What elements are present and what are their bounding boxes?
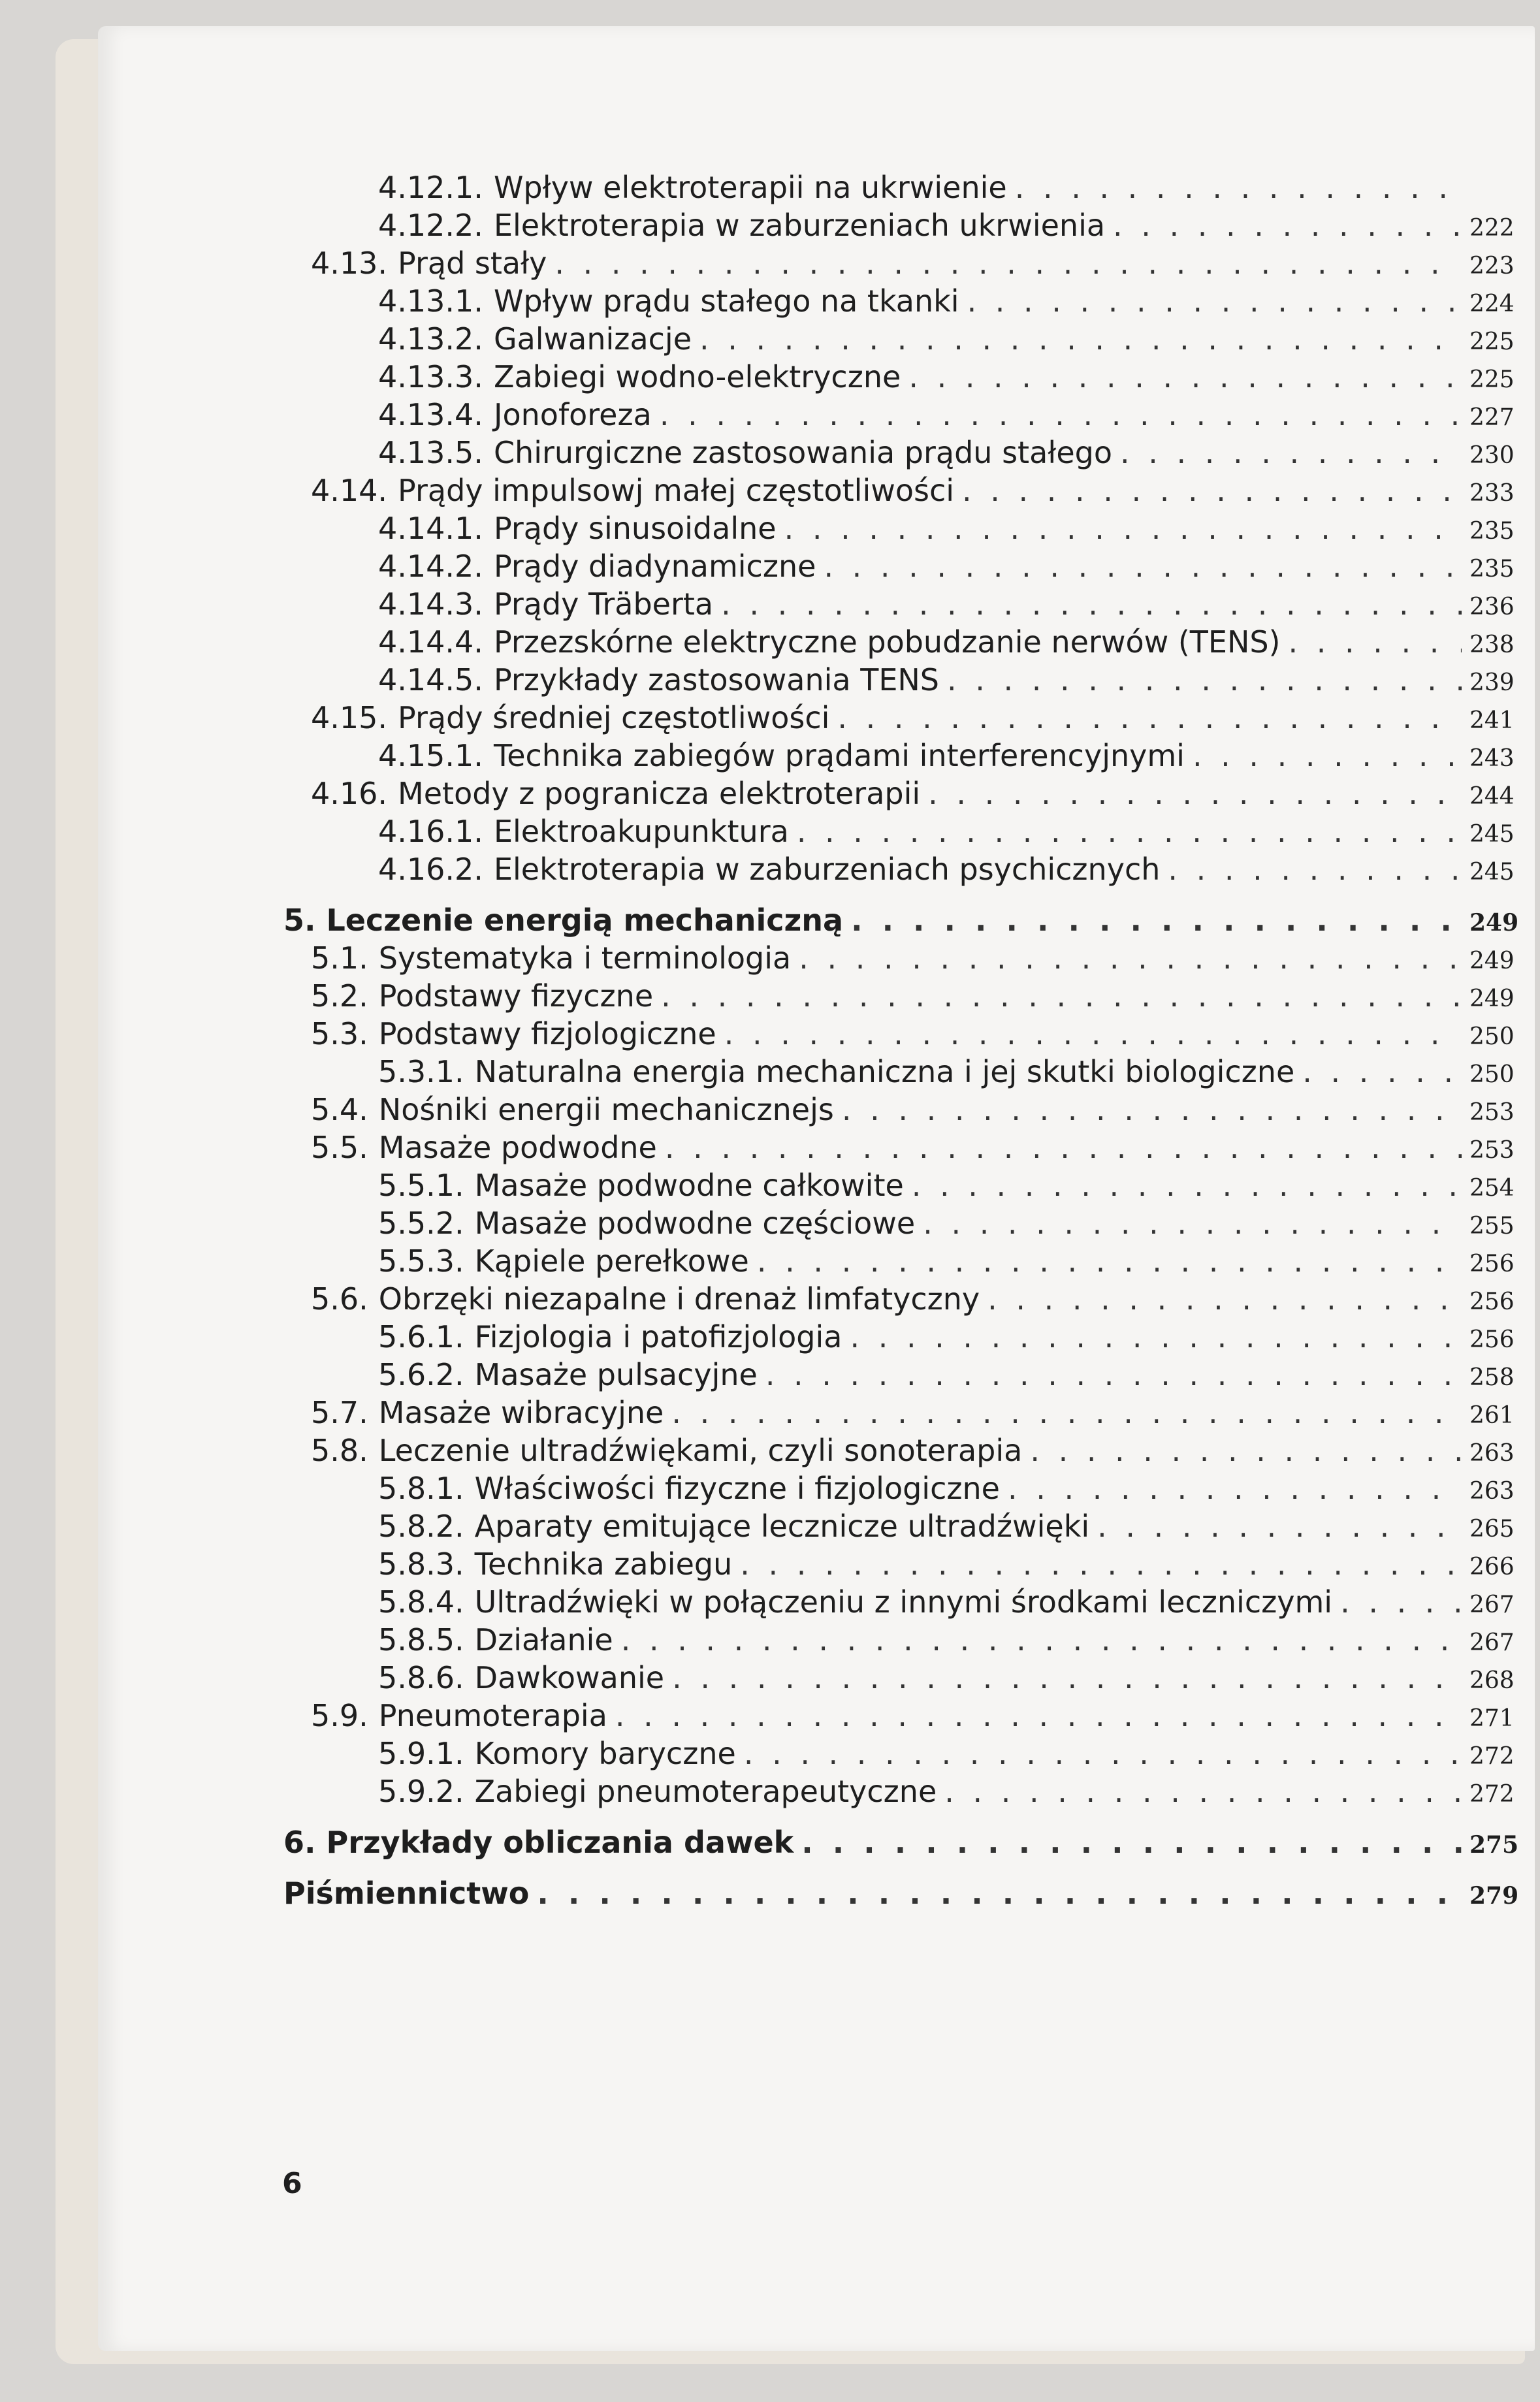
toc-entry [283,1823,1519,1861]
toc-entry-title: Technika zabiegu [474,1546,733,1582]
toc-entry-page: 225 [1469,366,1515,393]
toc-entry-number: 4.13.4. [378,397,483,432]
toc-entry-number: 5.9.2. [378,1774,464,1809]
toc-entry-title: Przezskórne elektryczne pobudzanie nerwów (TENS) [493,624,1281,660]
toc-entry-number: 6. [283,1825,316,1860]
toc-leader-dots [1193,737,1462,775]
toc-entry [283,396,1515,434]
toc-leader-dots [824,547,1462,585]
toc-leader-dots [850,1318,1462,1356]
toc-entry-number: 5.6. [311,1281,368,1317]
section-spacer [283,1810,1511,1823]
toc-entry-number: 5.5.2. [378,1206,464,1241]
toc-entry [283,206,1515,244]
toc-entry-page: 238 [1469,632,1515,658]
toc-entry-page: 266 [1469,1554,1515,1580]
toc-entry-title: Przykłady obliczania dawek [326,1825,794,1860]
toc-entry-page: 279 [1469,1882,1519,1910]
toc-entry-number: 4.14.3. [378,586,483,622]
toc-entry [283,977,1515,1015]
toc-entry-page: 236 [1469,594,1515,620]
toc-entry-page: 253 [1469,1099,1515,1126]
toc-entry-title: Kąpiele perełkowe [474,1243,749,1279]
toc-entry-number: 5.6.1. [378,1319,464,1354]
toc-entry [283,1356,1515,1394]
toc-entry-title: Galwanizacje [493,321,692,357]
toc-entry-title: Masaże podwodne częściowe [474,1206,916,1241]
toc-entry [283,509,1515,547]
toc-leader-dots [947,661,1462,699]
toc-entry-title: Właściwości fizyczne i fizjologiczne [474,1471,1000,1506]
toc-entry-title: Elektroterapia w zaburzeniach psychicznych [493,852,1161,887]
toc-entry [283,1697,1515,1735]
toc-leader-dots [615,1697,1462,1735]
toc-entry-page: 256 [1469,1251,1515,1277]
toc-entry-number: 4.13. [311,246,388,281]
toc-entry-number: 5.8.3. [378,1546,464,1582]
toc-entry-title: Leczenie energią mechaniczną [326,903,844,938]
toc-entry [283,244,1515,282]
toc-entry-number: 4.13.5. [378,435,483,470]
toc-leader-dots [837,699,1462,737]
toc-leader-dots [801,1823,1462,1861]
toc-entry-page: 268 [1469,1667,1515,1694]
toc-entry-title: Chirurgiczne zastosowania prądu stałego [493,435,1112,470]
toc-entry-number: 4.13.3. [378,359,483,394]
toc-entry-title: Zabiegi pneumoterapeutyczne [474,1774,937,1809]
toc-leader-dots [967,282,1462,320]
toc-leader-dots [1168,850,1462,888]
toc-entry-title: Technika zabiegów prądami interferencyjnymi [493,738,1185,773]
toc-entry-title: Masaże podwodne [378,1130,657,1165]
toc-entry-page: 235 [1469,518,1515,545]
toc-entry-page: 224 [1469,291,1515,317]
toc-entry-title: Obrzęki niezapalne i drenaż limfatyczny [378,1281,980,1317]
toc-entry-number: 5.2. [311,978,368,1014]
toc-entry [283,1507,1515,1545]
toc-entry-number: 5.8. [311,1433,368,1468]
toc-entry [283,547,1515,585]
toc-entry [283,1874,1519,1912]
toc-entry [283,1432,1515,1469]
toc-entry [283,1659,1515,1697]
toc-entry-page: 272 [1469,1743,1515,1770]
toc-entry-page: 250 [1469,1023,1515,1050]
toc-entry-title: Podstawy fizyczne [378,978,654,1014]
toc-entry [283,320,1515,358]
toc-entry [283,1129,1515,1166]
toc-entry [283,1204,1515,1242]
toc-entry-page: 239 [1469,669,1515,696]
page-number: 6 [282,2167,302,2200]
toc-entry [283,358,1515,396]
toc-leader-dots [672,1659,1462,1697]
toc-entry-number: 5.8.6. [378,1660,464,1695]
toc-entry-number: 5.9.1. [378,1736,464,1771]
toc-leader-dots [660,396,1462,434]
toc-leader-dots [1113,206,1462,244]
toc-leader-dots [799,939,1462,977]
toc-leader-dots [987,1280,1462,1318]
toc-entry-title: Masaże wibracyjne [378,1395,664,1430]
toc-entry-page: 250 [1469,1061,1515,1088]
toc-entry [283,1280,1515,1318]
toc-entry [283,1583,1515,1621]
toc-entry-page: 271 [1469,1705,1515,1732]
toc-entry-page: 267 [1469,1629,1515,1656]
toc-entry-page: 256 [1469,1289,1515,1315]
toc-entry-page: 249 [1469,909,1519,937]
toc-entry-title: Fizjologia i patofizjologia [474,1319,842,1354]
toc-entry-title: Masaże podwodne całkowite [474,1168,904,1203]
toc-leader-dots [671,1394,1462,1432]
toc-entry-number: 4.16.2. [378,852,483,887]
toc-entry-number: 4.15.1. [378,738,483,773]
toc-leader-dots [842,1091,1462,1129]
toc-leader-dots [1015,168,1462,206]
toc-entry-number: 5.5.3. [378,1243,464,1279]
toc-entry-page: 254 [1469,1175,1515,1202]
toc-entry-title: Działanie [474,1622,613,1657]
toc-leader-dots [912,1166,1462,1204]
toc-entry-title: Systematyka i terminologia [378,940,792,976]
toc-entry [283,1053,1515,1091]
toc-entry-title: Naturalna energia mechaniczna i jej skutki biologiczne [474,1054,1295,1089]
section-spacer [283,1861,1511,1874]
toc-entry [283,1394,1515,1432]
toc-entry-number: 4.14.2. [378,549,483,584]
toc-entry-number: 4.12.1. [378,170,483,205]
toc-entry-page: 245 [1469,821,1515,848]
toc-entry-number: 5.8.2. [378,1509,464,1544]
toc-entry-page: 233 [1469,480,1515,507]
toc-leader-dots [699,320,1462,358]
toc-entry-page: 267 [1469,1592,1515,1618]
toc-entry-title: Podstawy fizjologiczne [378,1016,716,1051]
toc-entry-title: Zabiegi wodno-elektryczne [493,359,901,394]
toc-entry [283,1545,1515,1583]
section-spacer [283,888,1511,901]
toc-entry-number: 5.3.1. [378,1054,464,1089]
toc-entry-title: Prądy średniej częstotliwości [398,700,830,735]
toc-entry-page: 244 [1469,783,1515,810]
toc-leader-dots [1008,1469,1462,1507]
toc-leader-dots [724,1015,1462,1053]
toc-entry-number: 5. [283,903,316,938]
toc-entry-title: Ultradźwięki w połączeniu z innymi środkami leczniczymi [474,1584,1333,1620]
toc-entry-page: 275 [1469,1831,1519,1859]
toc-entry-number: 5.4. [311,1092,368,1127]
toc-leader-dots [1097,1507,1462,1545]
toc-entry-number: 4.14. [311,473,388,508]
toc-entry [283,623,1515,661]
toc-entry-number: 4.13.1. [378,283,483,319]
toc-entry-page: 235 [1469,556,1515,583]
toc-entry-page: 227 [1469,404,1515,431]
toc-entry-title: Prąd stały [398,246,547,281]
toc-leader-dots [851,901,1462,939]
toc-entry [283,661,1515,699]
toc-entry [283,1091,1515,1129]
toc-entry-title: Dawkowanie [474,1660,665,1695]
toc-leader-dots [661,977,1462,1015]
toc-leader-dots [797,812,1462,850]
toc-entry-title: Komory baryczne [474,1736,736,1771]
toc-leader-dots [1030,1432,1462,1469]
toc-entry-page: 249 [1469,985,1515,1012]
toc-entry-title: Elektroakupunktura [493,814,789,849]
toc-leader-dots [944,1772,1462,1810]
toc-leader-dots [721,585,1462,623]
toc-entry-page: 230 [1469,442,1515,469]
toc-entry-number: 5.8.4. [378,1584,464,1620]
toc-entry-title: Przykłady zastosowania TENS [493,662,940,697]
toc-entry [283,737,1515,775]
toc-entry-number: 4.12.2. [378,208,483,243]
toc-entry-page: 241 [1469,707,1515,734]
toc-entry-title: Metody z pogranicza elektroterapii [398,776,921,811]
toc-entry [283,775,1515,812]
toc-entry [283,434,1515,472]
toc-entry [283,168,1511,206]
toc-entry-title: Elektroterapia w zaburzeniach ukrwienia [493,208,1106,243]
toc-entry-number: 5.1. [311,940,368,976]
toc-entry-page: 261 [1469,1402,1515,1429]
toc-leader-dots [665,1129,1462,1166]
toc-entry-number: 4.16.1. [378,814,483,849]
toc-entry [283,1621,1515,1659]
toc-entry-page: 256 [1469,1326,1515,1353]
toc-entry-title: Aparaty emitujące lecznicze ultradźwięki [474,1509,1090,1544]
toc-entry-title: Prądy impulsowj małej częstotliwości [398,473,955,508]
toc-entry [283,472,1515,509]
toc-leader-dots [1289,623,1462,661]
toc-entry-title: Piśmiennictwo [283,1876,530,1911]
toc-leader-dots [744,1735,1462,1772]
toc-entry [283,1469,1515,1507]
toc-entry-title: Wpływ elektroterapii na ukrwienie [493,170,1007,205]
toc-entry [283,282,1515,320]
toc-entry-number: 4.14.5. [378,662,483,697]
toc-entry-number: 5.5. [311,1130,368,1165]
toc-leader-dots [757,1242,1462,1280]
toc-entry-number: 5.5.1. [378,1168,464,1203]
toc-entry-page: 263 [1469,1478,1515,1505]
toc-entry-number: 5.7. [311,1395,368,1430]
toc-leader-dots [908,358,1462,396]
toc-entry [283,585,1515,623]
toc-leader-dots [1340,1583,1462,1621]
toc-entry-title: Leczenie ultradźwiękami, czyli sonoterapia [378,1433,1023,1468]
toc-leader-dots [537,1874,1462,1912]
toc-entry-number: 4.16. [311,776,388,811]
toc-entry [283,1772,1515,1810]
toc-entry-title: Prądy Träberta [493,586,714,622]
toc-entry [283,1242,1515,1280]
toc-entry [283,699,1515,737]
toc-entry-page: 272 [1469,1781,1515,1808]
toc-entry-number: 5.8.5. [378,1622,464,1657]
toc-entry-page: 225 [1469,328,1515,355]
toc-entry-number: 4.15. [311,700,388,735]
toc-leader-dots [621,1621,1462,1659]
toc-entry-number: 4.14.1. [378,511,483,546]
toc-entry [283,1015,1515,1053]
toc-entry [283,901,1519,939]
toc-entry-number: 5.9. [311,1698,368,1733]
toc-entry-number: 5.3. [311,1016,368,1051]
toc-leader-dots [784,509,1462,547]
toc-entry [283,1166,1515,1204]
toc-entry-title: Prądy diadynamiczne [493,549,816,584]
toc-entry-title: Jonoforeza [493,397,652,432]
toc-entry-page: 243 [1469,745,1515,772]
toc-entry-page: 258 [1469,1364,1515,1391]
toc-entry-page: 263 [1469,1440,1515,1467]
toc-leader-dots [1302,1053,1462,1091]
toc-entry-page: 253 [1469,1137,1515,1164]
toc-leader-dots [928,775,1462,812]
toc-entry [283,812,1515,850]
toc-entry-page: 222 [1469,215,1515,242]
toc-entry-number: 5.6.2. [378,1357,464,1392]
toc-entry-number: 5.8.1. [378,1471,464,1506]
toc-entry-page: 249 [1469,948,1515,974]
toc-entry [283,1318,1515,1356]
toc-entry-page: 223 [1469,253,1515,280]
toc-entry [283,850,1515,888]
toc-entry-page: 255 [1469,1213,1515,1240]
toc-leader-dots [765,1356,1462,1394]
toc-entry-title: Wpływ prądu stałego na tkanki [493,283,959,319]
table-of-contents [283,168,1519,1912]
toc-entry-title: Masaże pulsacyjne [474,1357,758,1392]
toc-entry [283,1735,1515,1772]
toc-entry-page: 245 [1469,859,1515,886]
toc-entry-number: 4.13.2. [378,321,483,357]
toc-leader-dots [554,244,1462,282]
toc-entry-page: 265 [1469,1516,1515,1543]
toc-leader-dots [1120,434,1462,472]
toc-leader-dots [962,472,1462,509]
toc-leader-dots [740,1545,1462,1583]
toc-leader-dots [923,1204,1462,1242]
toc-entry-number: 4.14.4. [378,624,483,660]
toc-entry-title: Nośniki energii mechanicznejs [378,1092,834,1127]
toc-entry [283,939,1515,977]
toc-entry-title: Pneumoterapia [378,1698,607,1733]
toc-entry-title: Prądy sinusoidalne [493,511,777,546]
